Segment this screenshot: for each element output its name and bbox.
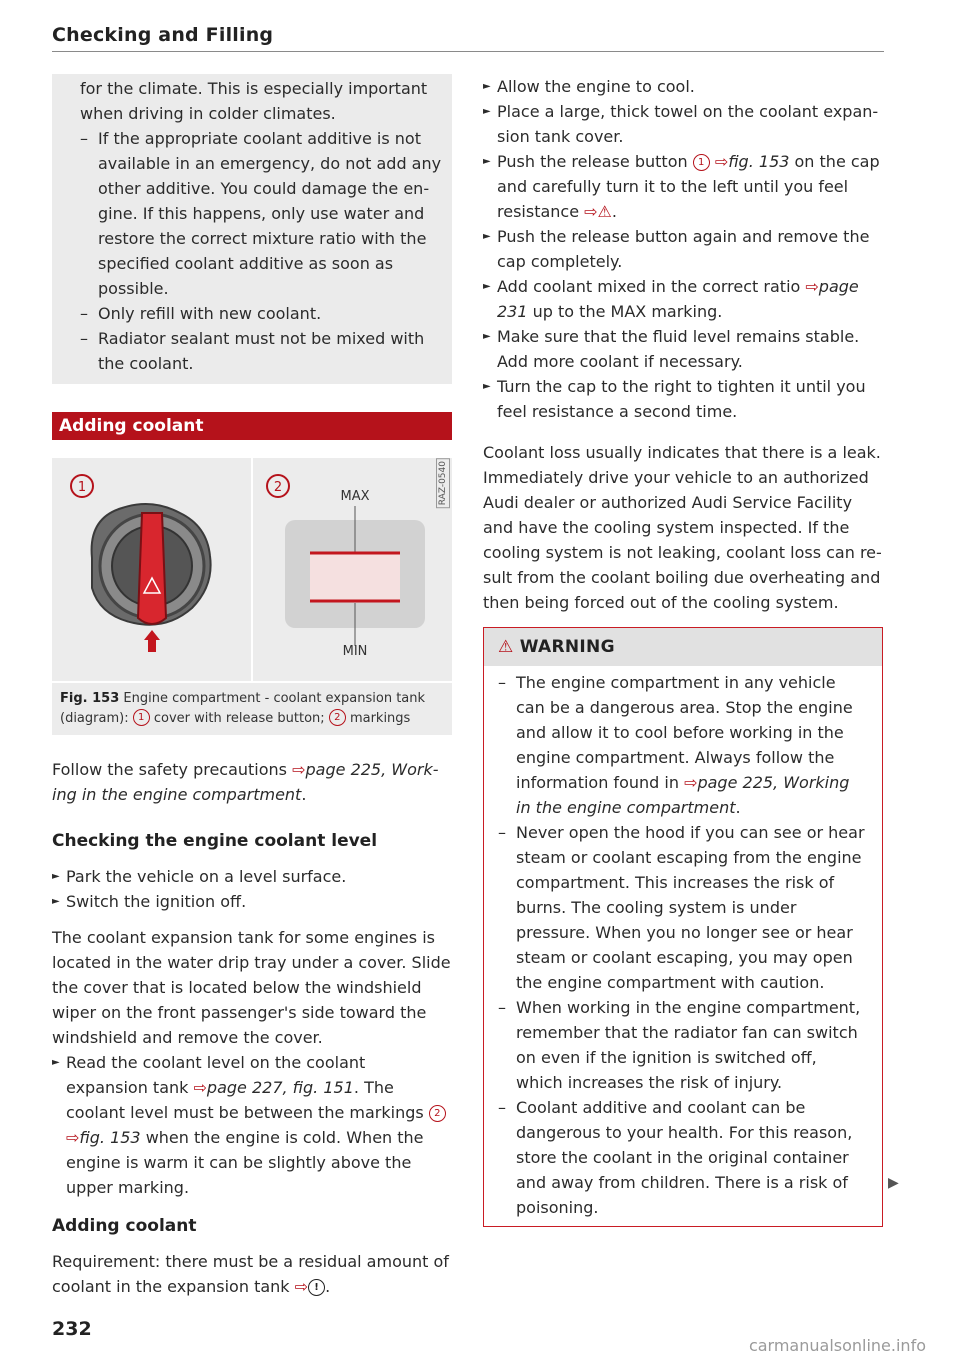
- arrow-icon: ⇨: [714, 152, 729, 171]
- figure-diagram: [52, 458, 452, 681]
- arrow-icon: ⇨: [584, 202, 598, 221]
- push-marker-1: 1: [693, 154, 710, 171]
- warning-box: [483, 627, 883, 1227]
- warning-title: WARNING: [519, 637, 615, 657]
- warning-item-text: The engine compartment in any vehicle can be a dangerous area. Stop the engine and allow it to cool before working in the engine compartment. Always follow the information found in: [516, 673, 853, 792]
- follow-precautions: Follow the safety precautions ⇨page 225, Working in the engine compartment.: [52, 760, 439, 804]
- push-arrow-icon: [144, 630, 160, 652]
- warning-item: – When working in the engine compartment, remember that the radiator fan can switch on even if the ignition is switched off, which increases the risk of injury.: [498, 995, 866, 1095]
- warning-header: [484, 628, 882, 666]
- caption-part1: cover with release button;: [153, 711, 325, 726]
- arrow-icon: ⇨: [294, 1277, 309, 1296]
- release-button: [138, 513, 166, 624]
- follow-pre: Follow the safety precautions: [52, 760, 288, 779]
- warning-item: – Coolant additive and coolant can be dangerous to your health. For this reason, store the coolant in the original container and away from children. There is a risk of poisoning.: [498, 1095, 866, 1220]
- arrow-icon: ⇨: [684, 773, 698, 792]
- add-post: up to the MAX marking.: [532, 302, 723, 321]
- max-label: MAX: [340, 489, 370, 504]
- add-step: ► Turn the cap to the right to tighten it until you feel resistance a second time.: [483, 374, 885, 424]
- read-step-marker-2: 2: [429, 1105, 446, 1122]
- push-pre: Push the release button: [497, 152, 688, 171]
- caption-marker-2: 2: [329, 709, 346, 726]
- warning-triangle-icon: ⚠: [498, 637, 514, 657]
- left-column: [52, 74, 452, 1299]
- watermark: carmanualsonline.info: [748, 1336, 926, 1355]
- caption-label: Fig. 153: [60, 691, 120, 706]
- note-item: – Only refill with new coolant.: [80, 301, 442, 326]
- caption-marker-1: 1: [133, 709, 150, 726]
- warning-item: – Never open the hood if you can see or hear steam or coolant escaping from the engine compartment. This increases the risk of burns. The cooling system is under pressure. When you no longer see or hear steam or coolant escaping, you may open the engine compartment with caution.: [498, 820, 866, 995]
- caption-part2: markings: [349, 711, 411, 726]
- warning-triangle-icon: ⚠: [597, 202, 612, 221]
- note-list: [80, 126, 442, 376]
- read-step-pre: Read the coolant level on the coolant expansion tank: [66, 1053, 366, 1097]
- tank-paragraph: The coolant expansion tank for some engines is located in the water drip tray under a cover. Slide the cover that is located below the windshield wiper on the front passenger's side toward the windshield and remove the cover.: [52, 928, 451, 1047]
- requirement: Requirement: there must be a residual amount of coolant in the expansion tank ⇨ ! .: [52, 1252, 449, 1296]
- heading-adding-coolant: Adding coolant: [52, 1216, 197, 1236]
- figure-caption: [52, 683, 452, 735]
- arrow-icon: ⇨: [66, 1128, 80, 1147]
- add-steps: [483, 74, 885, 424]
- arrow-icon: ⇨: [292, 760, 306, 779]
- warning-item: [498, 670, 866, 820]
- warning-body: [484, 666, 882, 1226]
- add-step: ► Place a large, thick towel on the coolant expansion tank cover.: [483, 99, 885, 149]
- heading-checking-level: Checking the engine coolant level: [52, 831, 378, 851]
- requirement-text: Requirement: there must be a residual amount of coolant in the expansion tank: [52, 1252, 449, 1296]
- warning-item-post: .: [735, 798, 741, 817]
- arrow-icon: ⇨: [805, 277, 819, 296]
- read-step: [52, 1050, 452, 1200]
- caption-text: Engine compartment - coolant expansion tank (diagram):: [60, 691, 426, 726]
- note-box: [52, 74, 452, 384]
- warning-ref-link[interactable]: page 225, Working in the engine compartment: [516, 773, 850, 817]
- push-post: on the cap and carefully turn it to the left until you feel resistance: [497, 152, 880, 221]
- marker-1-label: 1: [77, 480, 87, 495]
- read-step-mid: . The coolant level must be between the markings: [66, 1078, 424, 1122]
- add-step: ► Push the release button again and remove the cap completely.: [483, 224, 885, 274]
- read-step-ref2-link[interactable]: fig. 153: [79, 1128, 141, 1147]
- continue-arrow-icon: ▶: [888, 1175, 899, 1191]
- read-step-post: when the engine is cold. When the engine is warm it can be slightly above the upper marking.: [66, 1128, 424, 1197]
- check-step: ► Switch the ignition off.: [52, 889, 452, 914]
- add-step: ► Push the release button 1 ⇨fig. 153 on the cap and carefully turn it to the left until you feel resistance ⇨⚠.: [483, 149, 885, 224]
- arrow-icon: ⇨: [193, 1078, 207, 1097]
- warning-list: [498, 670, 866, 1220]
- note-item: – If the appropriate coolant additive is not available in an emergency, do not add any other additive. You could damage the engine. If this happens, only use water and restore the correct mixture ratio with the specified coolant additive as soon as possible.: [80, 126, 442, 301]
- right-column: [483, 74, 885, 1227]
- min-label: MIN: [342, 644, 368, 659]
- add-step: ► Allow the engine to cool.: [483, 74, 885, 99]
- read-steps: [52, 1050, 452, 1200]
- add-step: ► Make sure that the fluid level remains stable. Add more coolant if necessary.: [483, 324, 885, 374]
- add-ref-link[interactable]: page 231: [497, 277, 859, 321]
- push-ref-link[interactable]: fig. 153: [728, 152, 790, 171]
- header-rule: [52, 51, 884, 52]
- coolant-range: [310, 553, 400, 601]
- page-number: 232: [52, 1318, 92, 1340]
- figure-code: RAZ-0540: [436, 458, 450, 508]
- figure-153: [52, 458, 452, 681]
- section-band-adding-coolant: Adding coolant: [52, 412, 452, 440]
- read-step-ref-link[interactable]: page 227, fig. 151: [206, 1078, 354, 1097]
- leak-paragraph: Coolant loss usually indicates that there is a leak. Immediately drive your vehicle to an authorized Audi dealer or authorized Audi Service Facility and have the cooling system inspected. If the cooling system is not leaking, coolant loss can result from the coolant boiling due overheating and then being forced out of the cooling system.: [483, 443, 882, 612]
- add-step: [483, 274, 885, 324]
- notice-icon: !: [308, 1279, 325, 1296]
- marker-2-label: 2: [273, 480, 283, 495]
- page-header-title: Checking and Filling: [52, 24, 274, 46]
- note-intro: for the climate. This is especially important when driving in colder climates.: [80, 79, 428, 123]
- follow-ref-link[interactable]: page 225, Working in the engine compartment: [52, 760, 439, 804]
- note-item: – Radiator sealant must not be mixed with the coolant.: [80, 326, 442, 376]
- check-step: ► Park the vehicle on a level surface.: [52, 864, 452, 889]
- add-pre: Add coolant mixed in the correct ratio: [497, 277, 801, 296]
- check-steps: [52, 864, 452, 914]
